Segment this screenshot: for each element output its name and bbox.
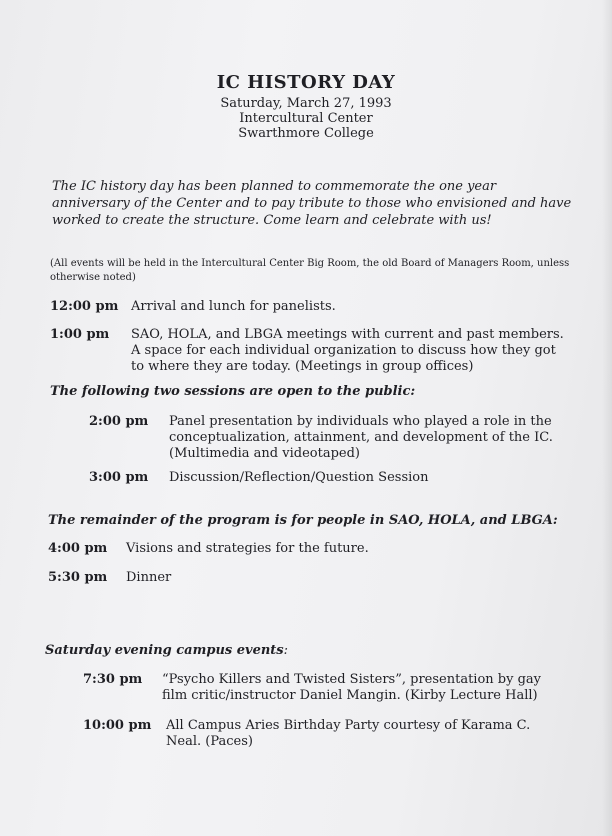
schedule-time: 2:00 pm [89,414,149,429]
schedule-desc: “Psycho Killers and Twisted Sisters”, presentation by gay film critic/instructor Daniel Mangin. (Kirby Lecture Hall) [162,672,541,703]
event-date: Saturday, March 27, 1993 [220,96,392,111]
section-heading-evening [45,643,288,658]
schedule-desc: All Campus Aries Birthday Party courtesy of Karama C. Neal. (Paces) [166,718,531,749]
section-heading-evening-text: Saturday evening campus events [45,643,284,658]
section-heading-public: The following two sessions are open to the public: [50,384,416,399]
event-institution: Swarthmore College [238,126,374,141]
schedule-desc: Arrival and lunch for panelists. [131,299,336,314]
schedule-time: 7:30 pm [83,672,143,687]
section-heading-members: The remainder of the program is for people in SAO, HOLA, and LBGA: [48,513,558,528]
schedule-time: 5:30 pm [48,570,108,585]
intro-paragraph: The IC history day has been planned to commemorate the one year anniversary of the Center and to pay tribute to those who envisioned and have worked to create the structure. Come learn and celebrate with us! [52,179,572,228]
section-heading-colon: : [283,643,289,658]
event-venue: Intercultural Center [239,111,373,126]
schedule-desc: Dinner [126,570,172,585]
schedule-desc: Discussion/Reflection/Question Session [169,470,429,485]
page-title: IC HISTORY DAY [216,72,396,93]
schedule-time: 12:00 pm [50,299,119,314]
location-note: (All events will be held in the Intercultural Center Big Room, the old Board of Managers Room, unless otherwise noted) [50,258,570,283]
schedule-time: 4:00 pm [48,541,108,556]
schedule-desc: Panel presentation by individuals who played a role in the conceptualization, attainment, and development of the IC. (Multimedia and videotaped) [169,414,553,461]
schedule-time: 1:00 pm [50,327,110,342]
schedule-desc: SAO, HOLA, and LBGA meetings with current and past members. A space for each individual organization to discuss how they got to where they are today. (Meetings in group offices) [131,327,564,374]
schedule-desc: Visions and strategies for the future. [126,541,369,556]
schedule-time: 3:00 pm [89,470,149,485]
schedule-time: 10:00 pm [83,718,152,733]
